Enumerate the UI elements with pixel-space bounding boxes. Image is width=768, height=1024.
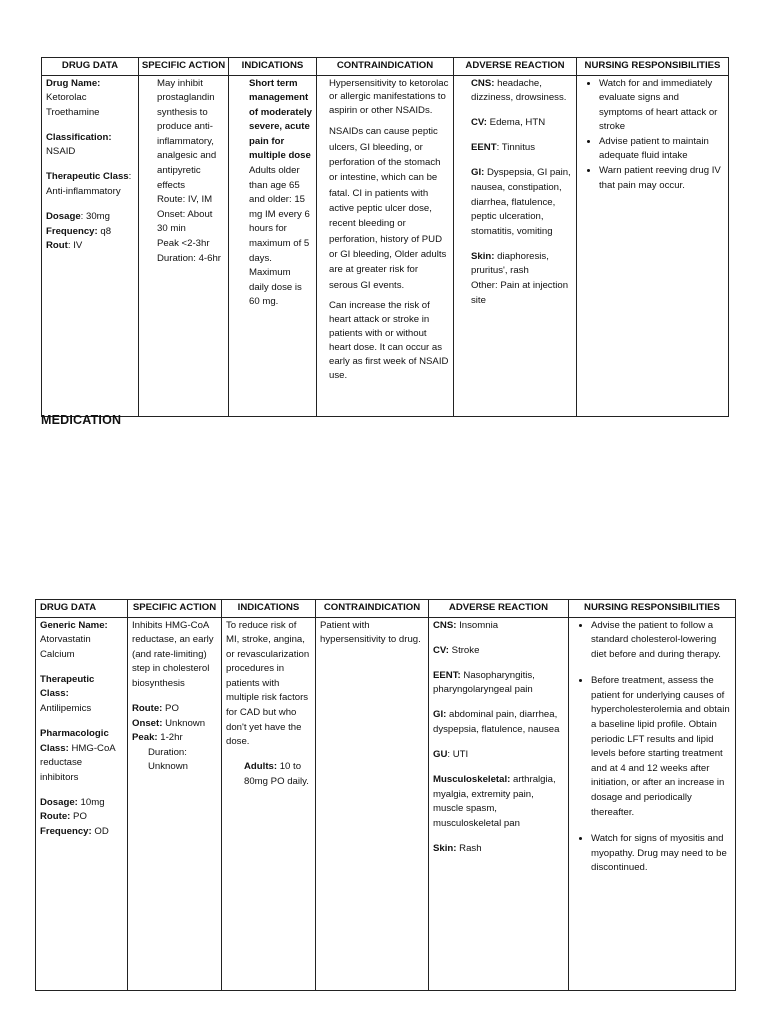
indication-main: Short term management of moderately severe, acute pain for multiple dose	[249, 77, 312, 162]
cv-value: Stroke	[451, 644, 480, 656]
frequency-label: Frequency:	[46, 225, 98, 237]
drug-name-value: Ketorolac Troethamine	[46, 92, 100, 118]
frequency-label: Frequency:	[40, 826, 92, 838]
pharmacologic-class-label: Pharmacologic Class:	[40, 728, 109, 754]
eent-value: Nasopharyngitis, pharyngolaryngeal pain	[433, 669, 535, 696]
header-contraindication: CONTRAINDICATION	[316, 600, 429, 618]
section-heading: MEDICATION	[41, 413, 122, 427]
skin-label: Skin:	[433, 842, 457, 854]
other-value: Other: Pain at injection site	[471, 279, 569, 306]
gi-value: Dyspepsia, GI pain, nausea, constipation, diarrhea, flatulence, peptic ulceration, stomatitis, vomiting	[471, 167, 571, 237]
cv-label: CV:	[433, 644, 449, 656]
classification-value: NSAID	[46, 146, 76, 158]
frequency-value: OD	[94, 826, 109, 838]
list-item: • Watch for and immediately evaluate signs and symptoms of heart attack or stroke	[599, 77, 724, 135]
skin-value: diaphoresis, pruritus', rash	[471, 250, 549, 277]
route-value: PO	[73, 811, 87, 823]
action-peak: Peak <2-3hr	[157, 237, 210, 249]
ketorolac-drug-table	[41, 57, 729, 417]
therapeutic-class-value: Anti-inflammatory	[46, 186, 121, 198]
header-specific-action: SPECIFIC ACTION	[128, 600, 222, 618]
generic-name-label: Generic Name:	[40, 619, 108, 631]
nursing-list	[579, 77, 724, 194]
atorvastatin-drug-table	[35, 599, 736, 991]
specific-action-cell	[139, 75, 229, 416]
list-item: • Before treatment, assess the patient for underlying causes of hypercholesterolemia and obtain a baseline lipid profile. Obtain periodic LFT results and lipid levels before starting treatment and at 4 and 12 weeks after initiation, or after an increase in dosage and periodically thereafter.	[591, 674, 731, 820]
onset-value: Unknown	[165, 717, 206, 729]
nursing-cell	[569, 617, 736, 990]
action-text: May inhibit prostaglandin synthesis to produce anti-inflammatory, analgesic and antipyretic effects	[157, 77, 217, 191]
indications-cell	[222, 617, 316, 990]
adverse-reaction-cell	[454, 75, 577, 416]
action-duration: Duration: 4-6hr	[157, 252, 221, 264]
indications-cell	[229, 75, 317, 416]
drug-data-cell: Drug Name: Ketorolac Troethamine Classification: NSAID Therapeutic Class: Anti-inflammatory Dosage: 30mg Frequency: q8 Rout: IV	[42, 75, 139, 416]
header-adverse-reaction: ADVERSE REACTION	[429, 600, 569, 618]
classification-label: Classification:	[46, 131, 112, 143]
table-row	[42, 75, 729, 416]
header-indications: INDICATIONS	[229, 58, 317, 76]
action-text: Inhibits HMG-CoA reductase, an early (and rate-limiting) step in cholesterol biosynthesis	[132, 619, 214, 689]
musculoskeletal-label: Musculoskeletal:	[433, 774, 511, 786]
route-label: Rout	[46, 240, 68, 252]
eent-value: : Tinnitus	[496, 142, 535, 154]
cv-value: Edema, HTN	[489, 117, 546, 129]
therapeutic-class-label: Therapeutic Class:	[40, 673, 95, 700]
header-drug-data: DRUG DATA	[42, 58, 139, 76]
duration-value: Duration: Unknown	[148, 746, 188, 773]
header-indications: INDICATIONS	[222, 600, 316, 618]
contraindication-cell	[316, 617, 429, 990]
table-header-row	[42, 58, 729, 76]
indication-text: To reduce risk of MI, stroke, angina, or revascularization procedures in patients with multiple risk factors for CAD but who don't yet have the dose.	[226, 619, 310, 748]
adults-label: Adults:	[244, 761, 278, 773]
dosage-label: Dosage:	[40, 796, 78, 808]
onset-label: Onset:	[132, 717, 163, 729]
musculoskeletal-value: arthralgia, myalgia, extremity pain, muscle spasm, musculoskeletal pan	[433, 774, 556, 829]
contraindication-text: Patient with hypersensitivity to drug.	[320, 619, 421, 646]
specific-action-cell	[128, 617, 222, 990]
drug-data-cell	[36, 617, 128, 990]
action-onset: Onset: About 30 min	[157, 208, 213, 235]
eent-label: EENT:	[433, 669, 461, 681]
header-drug-data: DRUG DATA	[36, 600, 128, 618]
peak-value: 1-2hr	[160, 732, 183, 744]
therapeutic-class-value: Antilipemics	[40, 702, 92, 714]
dosage-label: Dosage	[46, 211, 81, 223]
contraindication-cell	[317, 75, 454, 416]
contraindication-p2: NSAIDs can cause peptic ulcers, GI bleeding, or perforation of the stomach or intestine, which can be fatal. CI in patients with active peptic ulcer dose, recent bleeding or perforation, history of PUD or GI bleeding, Older adults are at greater risk for serous GI events.	[329, 126, 447, 291]
drug-name-label: Drug Name:	[46, 77, 101, 89]
header-nursing-responsibilities: NURSING RESPONSIBILITIES	[569, 600, 736, 618]
list-item: • Advise the patient to follow a standard cholesterol-lowering diet before and during therapy.	[591, 619, 731, 663]
indication-dosing: Adults older than age 65 and older: 15 mg IM every 6 hours for maximum of 5 days. Maximum daily dose is 60 mg.	[249, 165, 310, 308]
contraindication-p3: Can increase the risk of heart attack or stroke in patients with or without heart dose. It can occur as early as first week of NSAID use.	[329, 300, 449, 381]
therapeutic-class-label: Therapeutic Class	[46, 171, 129, 183]
frequency-value: q8	[100, 225, 112, 237]
list-item: • Warn patient reeving drug IV that pain may occur.	[599, 164, 724, 193]
dosage-value: 30mg	[86, 211, 110, 223]
header-contraindication: CONTRAINDICATION	[317, 58, 454, 76]
cv-label: CV:	[471, 117, 487, 129]
header-adverse-reaction: ADVERSE REACTION	[454, 58, 577, 76]
skin-label: Skin:	[471, 250, 495, 262]
route-label: Route:	[40, 811, 71, 823]
table-row	[36, 617, 736, 990]
list-item: • Watch for signs of myositis and myopathy. Drug may need to be discontinued.	[591, 832, 731, 876]
cns-value: Insomnia	[459, 619, 499, 631]
generic-name-value: Atorvastatin Calcium	[40, 634, 91, 660]
pharmacologic-class-value: HMG-CoA reductase inhibitors	[40, 742, 116, 783]
peak-label: Peak:	[132, 732, 158, 744]
route-value: PO	[165, 702, 179, 714]
adverse-reaction-cell	[429, 617, 569, 990]
cns-value: headache, dizziness, drowsiness.	[471, 77, 567, 104]
cns-label: CNS:	[471, 77, 495, 89]
route-value: IV	[73, 240, 83, 252]
action-route: Route: IV, IM	[157, 194, 213, 206]
gu-value: : UTI	[447, 749, 469, 761]
gi-label: GI:	[471, 167, 485, 179]
gi-value: abdominal pain, diarrhea, dyspepsia, flatulence, nausea	[433, 709, 560, 735]
adults-value: 10 to 80mg PO daily.	[244, 761, 309, 787]
table-header-row	[36, 600, 736, 618]
contraindication-p1: Hypersensitivity to ketorolac or allergic manifestations to aspirin or other NSAIDs.	[329, 77, 449, 117]
header-specific-action: SPECIFIC ACTION	[139, 58, 229, 76]
list-item: • Advise patient to maintain adequate fluid intake	[599, 135, 724, 164]
nursing-cell	[577, 75, 729, 416]
dosage-value: 10mg	[80, 796, 105, 808]
nursing-list	[571, 619, 731, 876]
gi-label: GI:	[433, 709, 447, 721]
route-label: Route:	[132, 702, 163, 714]
header-nursing-responsibilities: NURSING RESPONSIBILITIES	[577, 58, 729, 76]
cns-label: CNS:	[433, 619, 457, 631]
eent-label: EENT	[471, 142, 497, 154]
gu-label: GU	[433, 749, 448, 761]
skin-value: Rash	[459, 842, 482, 854]
